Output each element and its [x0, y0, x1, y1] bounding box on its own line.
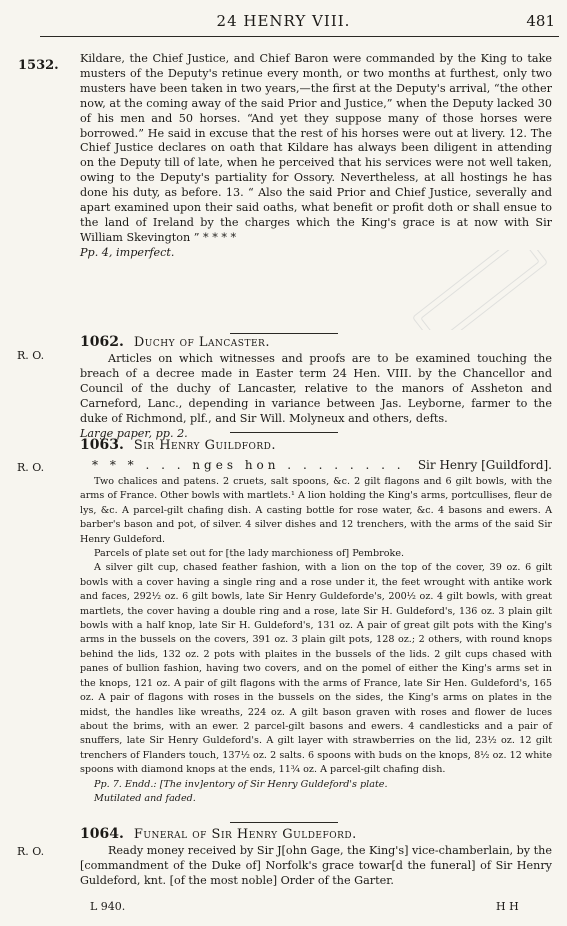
e1064-heading: [80, 826, 357, 842]
running-header: [0, 8, 567, 32]
header-rule: [40, 36, 559, 37]
e1063-para-2: Parcels of plate set out for [the lady marchioness of] Pembroke.: [94, 548, 405, 560]
e1064-title: Funeral of Sir Henry Guldeford.: [133, 827, 357, 842]
e1062-note: Large paper, pp. 2.: [80, 426, 188, 440]
e1063-line-right: Sir Henry [Guildford].: [417, 458, 552, 472]
e1064-number: 1064.: [80, 826, 124, 842]
continued-entry: [80, 52, 552, 261]
e1064-text: Ready money received by Sir J[ohn Gage, the King's] vice-chamberlain, by the [commandment of the Duke of] Norfolk's grace towar[d the funeral] of Sir Henry Guldeford, knt. [of the most noble] Order of the Garter.: [80, 844, 552, 887]
e1063-number: 1063.: [80, 437, 124, 453]
e1063-heading: [80, 437, 276, 453]
e1064-body: [80, 844, 552, 889]
e1063-body: [80, 475, 552, 806]
e1062-text: Articles on which witnesses and proofs are to be examined touching the breach of a decree made in Easter term 24 Hen. VIII. by the Chancellor and Council of the duchy of Lancaster, relative to the manors of Assheton and Carneford, Lanc., depending in variance between Jas. Leyborne, farmer to the duke of Richmond, plf., and Sir Will. Molyneux and others, defts.: [80, 352, 552, 425]
continued-paragraph: Kildare, the Chief Justice, and Chief Baron were commanded by the King to take musters of the Deputy's retinue every month, or two months at furthest, only two musters have been taken in two years,—the first at the Deputy's arrival, “the other now, at the coming away of the said Prior and Justice,” when the Deputy lacked 30 of his men and 50 horses. “And yet they suppose many of those horses were borrowed.” He said in excuse that the rest of his horses were out at livery. 12. The Chief Justice declares on oath that Kildare has always been diligent in attending on the Deputy till of late, when he perceived that his services were not well taken, owing to the Deputy's partiality for Ossory. Nevertheless, at all hostings he has done his duty, as before. 13. “ Also the said Prior and Chief Justice, severally and apart examined upon their said oaths, what benefit or profit doth or shall ensue to the land of Ireland by the charges which the King's grace is at now with Sir William Skevington ” * * * *: [80, 52, 552, 244]
page-number: 481: [526, 12, 555, 30]
e1063-title: Sir Henry Guildford.: [133, 438, 277, 453]
e1063-para-1: Two chalices and patens. 2 cruets, salt spoons, &c. 2 gilt flagons and 6 gilt bowls, with the arms of France. Other bowls with martlets.¹ A lion holding the King's arms, portcullises, fleur de lys, &c. A parcel-gilt chafing dish. A casting bottle for rose water, &c. 4 basons and ewers. A barber's bason and pot, of silver. 4 silver dishes and 12 trenchers, with the arms of the said Sir Henry Guldeford.: [80, 476, 552, 545]
gathering-mark: H H: [496, 900, 519, 913]
e1062-body: [80, 352, 552, 441]
e1063-line-left: * * * . . . nges hon . . . . . . . .: [92, 458, 405, 472]
signature-mark: L 940.: [90, 900, 126, 913]
e1063-endorsement: Pp. 7. Endd.: [The inv]entory of Sir Henry Guldeford's plate.: [94, 778, 388, 790]
library-stamp-watermark: [400, 250, 560, 330]
e1063-condition: Mutilated and faded.: [94, 792, 196, 804]
e1062-heading: [80, 334, 270, 350]
e1062-side-note: R. O.: [17, 349, 45, 362]
e1063-side-note: R. O.: [17, 461, 45, 474]
e1062-title: Duchy of Lancaster.: [133, 335, 270, 350]
e1063-para-3: A silver gilt cup, chased feather fashion, with a lion on the top of the cover, 39 oz. 6 gilt bowls with a cover having a single ring and a rose under it, the feet wrought with antike work and faces, 292½ oz. 6 gilt bowls, late Sir Henry Guldeforde's, 200½ oz. 4 gilt bowls, with great martlets, the cover having a double ring and a rose, late Sir H. Guldeford's, 136 oz. 3 plain gilt bowls with a half knop, late Sir H. Guldeford's, 131 oz. A pair of great gilt pots with the King's arms in the bussels on the covers, 391 oz. 3 plain gilt pots, 128 oz.; 2 others, with round knops behind the lids, 132 oz. 2 pots with plaites in the bussels of the lids. 2 gilt cups chased with panes of bullion fashion, having two covers, and on the pomel of either the King's arms set in the knops, 121 oz. A pair of gilt flagons with the arms of France, late Sir Hen. Guldeford's, 165 oz. A pair of flagons with roses in the bussels on the sides, the King's arms on plates in the midst, the handles like wreaths, 224 oz. A gilt bason graven with roses and flower de luces about the brims, with an ewer. 2 parcel-gilt basons and ewers. 4 candlesticks and a pair of snuffers, late Sir Henry Guldeford's. A gilt layer with strawberries on the lid, 23½ oz. 12 gilt trenchers of Flanders touch, 137½ oz. 2 salts. 6 spoons with buds on the knops, 8½ oz. 12 white spoons with diamond knops at the ends, 11¾ oz. A parcel-gilt chafing dish.: [80, 562, 552, 776]
e1064-side-note: R. O.: [17, 845, 45, 858]
continued-note: Pp. 4, imperfect.: [80, 245, 175, 259]
e1062-number: 1062.: [80, 334, 124, 350]
separator-rule: [230, 432, 338, 433]
running-title: 24 HENRY VIII.: [216, 12, 351, 30]
separator-rule: [230, 822, 338, 823]
margin-year: 1532.: [18, 58, 59, 73]
